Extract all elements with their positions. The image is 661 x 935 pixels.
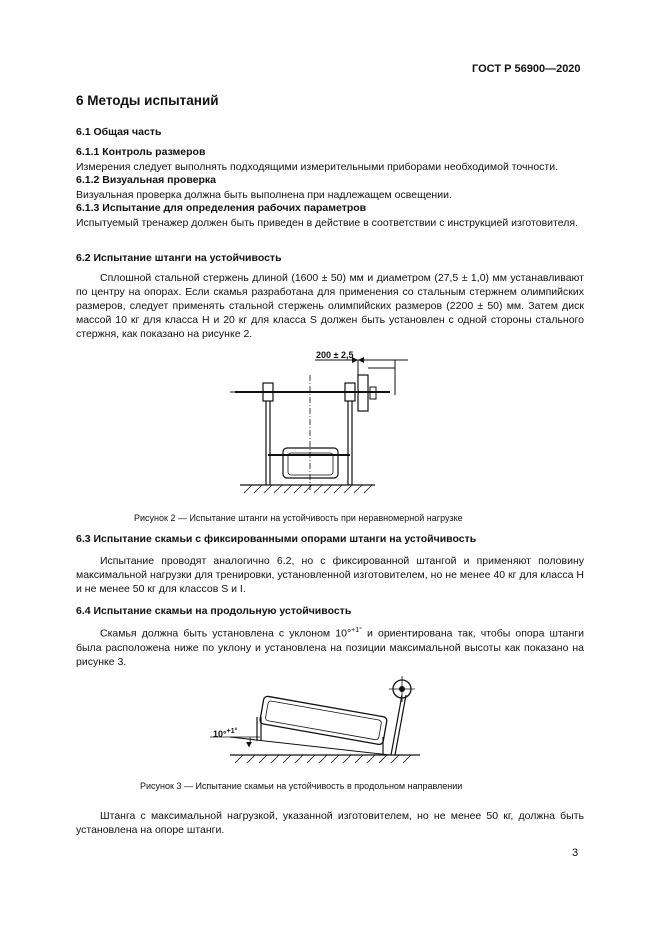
subsection-6-3-title: 6.3 Испытание скамьи с фиксированными опорами штанги на устойчивость (76, 533, 477, 545)
subsection-6-3-text: Испытание проводят аналогично 6.2, но с фиксированной штангой и применяют половину максимальной нагрузки для тренировки, установленной изготовителем, но не менее 40 кг для класса Н и не менее 50 кг для классов S и I. (76, 555, 584, 595)
document-id: ГОСТ Р 56900—2020 (472, 63, 581, 75)
page-number: 3 (572, 847, 579, 859)
subsection-6-1-1-title: 6.1.1 Контроль размеров (76, 146, 206, 158)
subsection-6-1-3-title: 6.1.3 Испытание для определения рабочих параметров (76, 202, 367, 214)
figure-3-angle-tolerance: +1° (226, 728, 238, 735)
subsection-6-1-1-text: Измерения следует выполнять подходящими измерительными приборами необходимой точности. (76, 161, 558, 173)
subsection-6-1-2-text: Визуальная проверка должна быть выполнена при надлежащем освещении. (76, 189, 452, 201)
final-paragraph: Штанга с максимальной нагрузкой, указанной изготовителем, но не менее 50 кг, должна быть установлена на опоре штанги. (76, 810, 584, 836)
subsection-6-4-text-a: Скамья должна быть установлена с уклоном 10° (100, 627, 352, 640)
subsection-6-1-title: 6.1 Общая часть (76, 126, 162, 138)
subsection-6-2-title: 6.2 Испытание штанги на устойчивость (76, 252, 282, 264)
figure-2-caption: Рисунок 2 — Испытание штанги на устойчивость при неравномерной нагрузке (134, 513, 463, 523)
subsection-6-4-text-b: и ориентирована так, чтобы опора штанги была расположена ниже по уклону и установлена на позиции максимальной высоты как показано на рисунке 3. (76, 627, 584, 668)
figure-2-dimension: 200 ± 2,5 (316, 350, 354, 360)
subsection-6-2-text: Сплошной стальной стержень длиной (1600 ± 50) мм и диаметром (27,5 ± 1,0) мм устанавливают по центру на опорах. Если скамья разработана для применения со стальным стержнем олимпийских размеров, следует применять стальной стержень олимпийских размеров (2200 ± 50) мм. Затем диск массой 10 кг для класса Н и 20 кг для класса S должен быть установлен с одной стороны стального стержня, как показано на рисунке 2. (76, 272, 584, 340)
section-title: 6 Методы испытаний (76, 93, 219, 108)
subsection-6-1-2-title: 6.1.2 Визуальная проверка (76, 174, 216, 186)
figure-2-drawing (230, 345, 420, 500)
figure-3-angle: 10° (213, 729, 227, 739)
subsection-6-4-tolerance: +1° (351, 627, 362, 634)
subsection-6-1-3-text: Испытуемый тренажер должен быть приведен в действие в соответствии с инструкцией изготовителя. (76, 217, 578, 229)
subsection-6-4-title: 6.4 Испытание скамьи на продольную устойчивость (76, 605, 352, 617)
figure-3-angle-label (213, 728, 237, 739)
figure-3-caption: Рисунок 3 — Испытание скамьи на устойчивость в продольном направлении (140, 781, 463, 791)
subsection-6-4-text (76, 624, 584, 669)
figure-3-drawing (205, 675, 425, 770)
